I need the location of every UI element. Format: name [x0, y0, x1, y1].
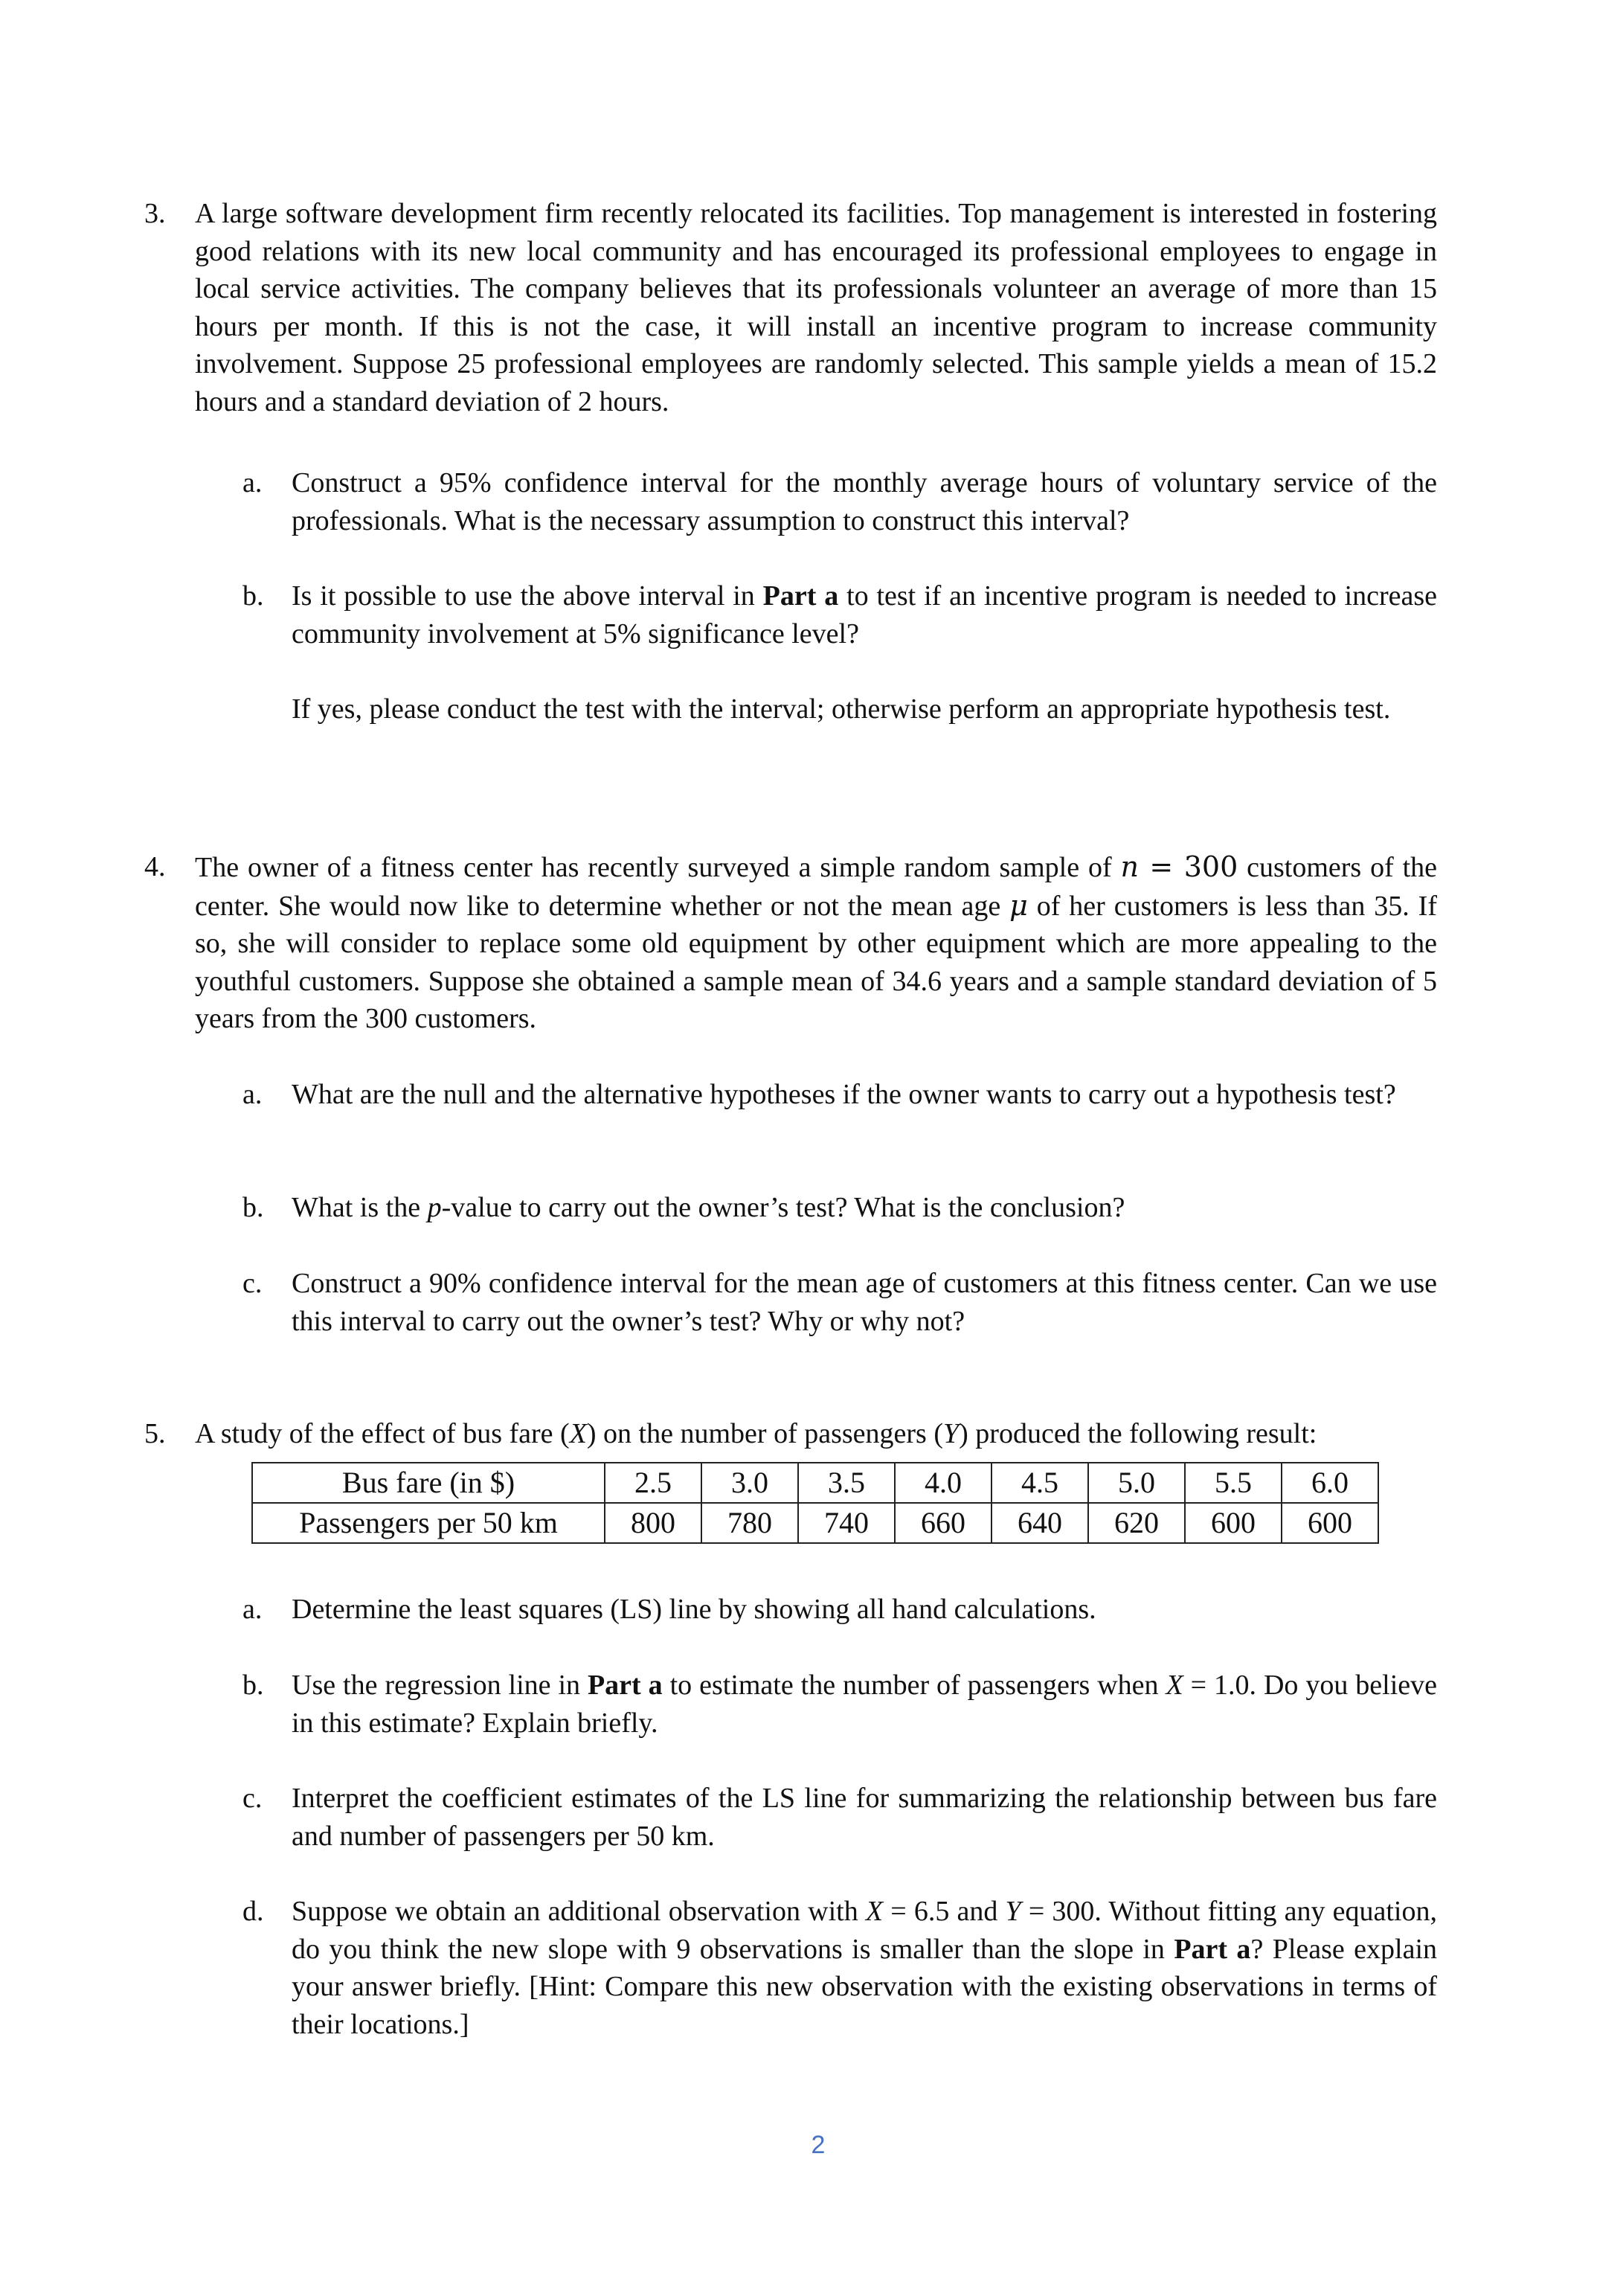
table-cell: 600 — [1282, 1503, 1378, 1543]
sub-text: What are the null and the alternative hypotheses if the owner wants to carry out a hypothesis test? — [292, 1079, 1396, 1110]
table-cell: 6.0 — [1282, 1463, 1378, 1503]
row-label: Bus fare (in $) — [252, 1463, 605, 1503]
table-cell: 4.0 — [895, 1463, 992, 1503]
table-cell: 3.5 — [798, 1463, 895, 1503]
table-cell: 600 — [1185, 1503, 1282, 1543]
question-5c — [242, 1780, 1437, 1855]
part-ref: Part a — [762, 580, 839, 612]
x-symbol: X — [1166, 1670, 1183, 1701]
sub-letter: c. — [242, 1783, 263, 1814]
question-5b — [242, 1667, 1438, 1742]
question-number: 4. — [144, 851, 166, 882]
question-3b — [242, 577, 1437, 652]
sub-text: If yes, please conduct the test with the interval; otherwise perform an appropriate hypothesis test. — [292, 693, 1391, 725]
question-text: The owner of a fitness center has recently surveyed a simple random sample of n = 300 customers of the center. She would now like to determine whether or not the mean age μ of her customers is less than 35. If so, she will consider to replace some old equipment by other equipment which are more appealing to the youthful customers. Suppose she obtained a sample mean of 34.6 years and a sample standard deviation of 5 years from the 300 customers. — [195, 850, 1438, 1034]
n-symbol: n — [1120, 850, 1139, 883]
table-row-fare — [252, 1463, 1378, 1503]
sub-text: Construct a 95% confidence interval for the monthly average hours of voluntary service of the professionals. What is the necessary assumption to construct this interval? — [292, 467, 1437, 536]
table-cell: 660 — [895, 1503, 992, 1543]
part-ref: Part a — [1174, 1933, 1251, 1965]
table-cell: 5.5 — [1185, 1463, 1282, 1503]
sub-text: Interpret the coefficient estimates of the LS line for summarizing the relationship between bus fare and number of passengers per 50 km. — [292, 1783, 1437, 1852]
table-cell: 780 — [701, 1503, 798, 1543]
bus-fare-table — [251, 1462, 1379, 1544]
sub-letter: a. — [242, 1079, 263, 1110]
x-symbol: X — [569, 1418, 587, 1449]
y-symbol: Y — [1005, 1896, 1021, 1927]
question-5d — [242, 1893, 1438, 2043]
question-5 — [144, 1415, 1437, 1453]
question-3a — [242, 464, 1437, 539]
part-ref: Part a — [587, 1670, 663, 1701]
mu-symbol: μ — [1009, 888, 1028, 922]
sub-text: What is the p-value to carry out the owner’s test? What is the conclusion? — [292, 1192, 1125, 1223]
table-cell: 740 — [798, 1503, 895, 1543]
sub-text: Use the regression line in Part a to estimate the number of passengers when X = 1.0. Do you believe in this estimate? Explain briefly. — [292, 1670, 1438, 1739]
question-number: 5. — [144, 1418, 166, 1449]
sub-letter: b. — [242, 1670, 264, 1701]
row-label: Passengers per 50 km — [252, 1503, 605, 1543]
question-3b-followup — [292, 690, 1437, 728]
table-cell: 3.0 — [701, 1463, 798, 1503]
x-symbol: X — [865, 1896, 884, 1927]
sub-text: Suppose we obtain an additional observation with X = 6.5 and Y = 300. Without fitting any equation, do you think the new slope with 9 observations is smaller than the slope in Part a? Please explain your answer briefly. [Hint: Compare this new observation with the existing observations in terms of their locations.] — [292, 1896, 1438, 2040]
question-3 — [144, 195, 1437, 420]
table-cell: 5.0 — [1088, 1463, 1185, 1503]
question-text: A study of the effect of bus fare (X) on the number of passengers (Y) produced the following result: — [195, 1418, 1317, 1449]
sub-text: Is it possible to use the above interval in Part a to test if an incentive program is needed to increase community involvement at 5% significance level? — [292, 580, 1437, 650]
sub-letter: c. — [242, 1268, 263, 1299]
sub-letter: b. — [242, 580, 264, 612]
y-symbol: Y — [943, 1418, 960, 1449]
sub-text: Construct a 90% confidence interval for the mean age of customers at this fitness center. Can we use this interval to carry out the owner’s test? Why or why not? — [292, 1268, 1437, 1337]
page-number: 2 — [811, 2131, 826, 2159]
sub-letter: a. — [242, 1594, 263, 1625]
table-cell: 2.5 — [605, 1463, 701, 1503]
sub-letter: b. — [242, 1192, 264, 1223]
p-symbol: p — [427, 1192, 442, 1223]
table-row-passengers — [252, 1503, 1378, 1543]
question-5a — [242, 1591, 1437, 1629]
table-cell: 4.5 — [992, 1463, 1088, 1503]
question-4c — [242, 1265, 1437, 1340]
question-4b — [242, 1189, 1437, 1227]
table-cell: 640 — [992, 1503, 1088, 1543]
table-cell: 800 — [605, 1503, 701, 1543]
question-number: 3. — [144, 198, 166, 229]
sub-letter: a. — [242, 467, 263, 498]
sub-text: Determine the least squares (LS) line by showing all hand calculations. — [292, 1594, 1096, 1625]
question-4a — [242, 1076, 1437, 1114]
sub-letter: d. — [242, 1896, 264, 1927]
question-text: A large software development firm recently relocated its facilities. Top management is interested in fostering good relations with its new local community and has encouraged its professional employees to engage in local service activities. The company believes that its professionals volunteer an average of more than 15 hours per month. If this is not the case, it will install an incentive program to increase community involvement. Suppose 25 professional employees are randomly selected. This sample yields a mean of 15.2 hours and a standard deviation of 2 hours. — [195, 198, 1437, 417]
table-cell: 620 — [1088, 1503, 1185, 1543]
question-4 — [144, 848, 1438, 1038]
